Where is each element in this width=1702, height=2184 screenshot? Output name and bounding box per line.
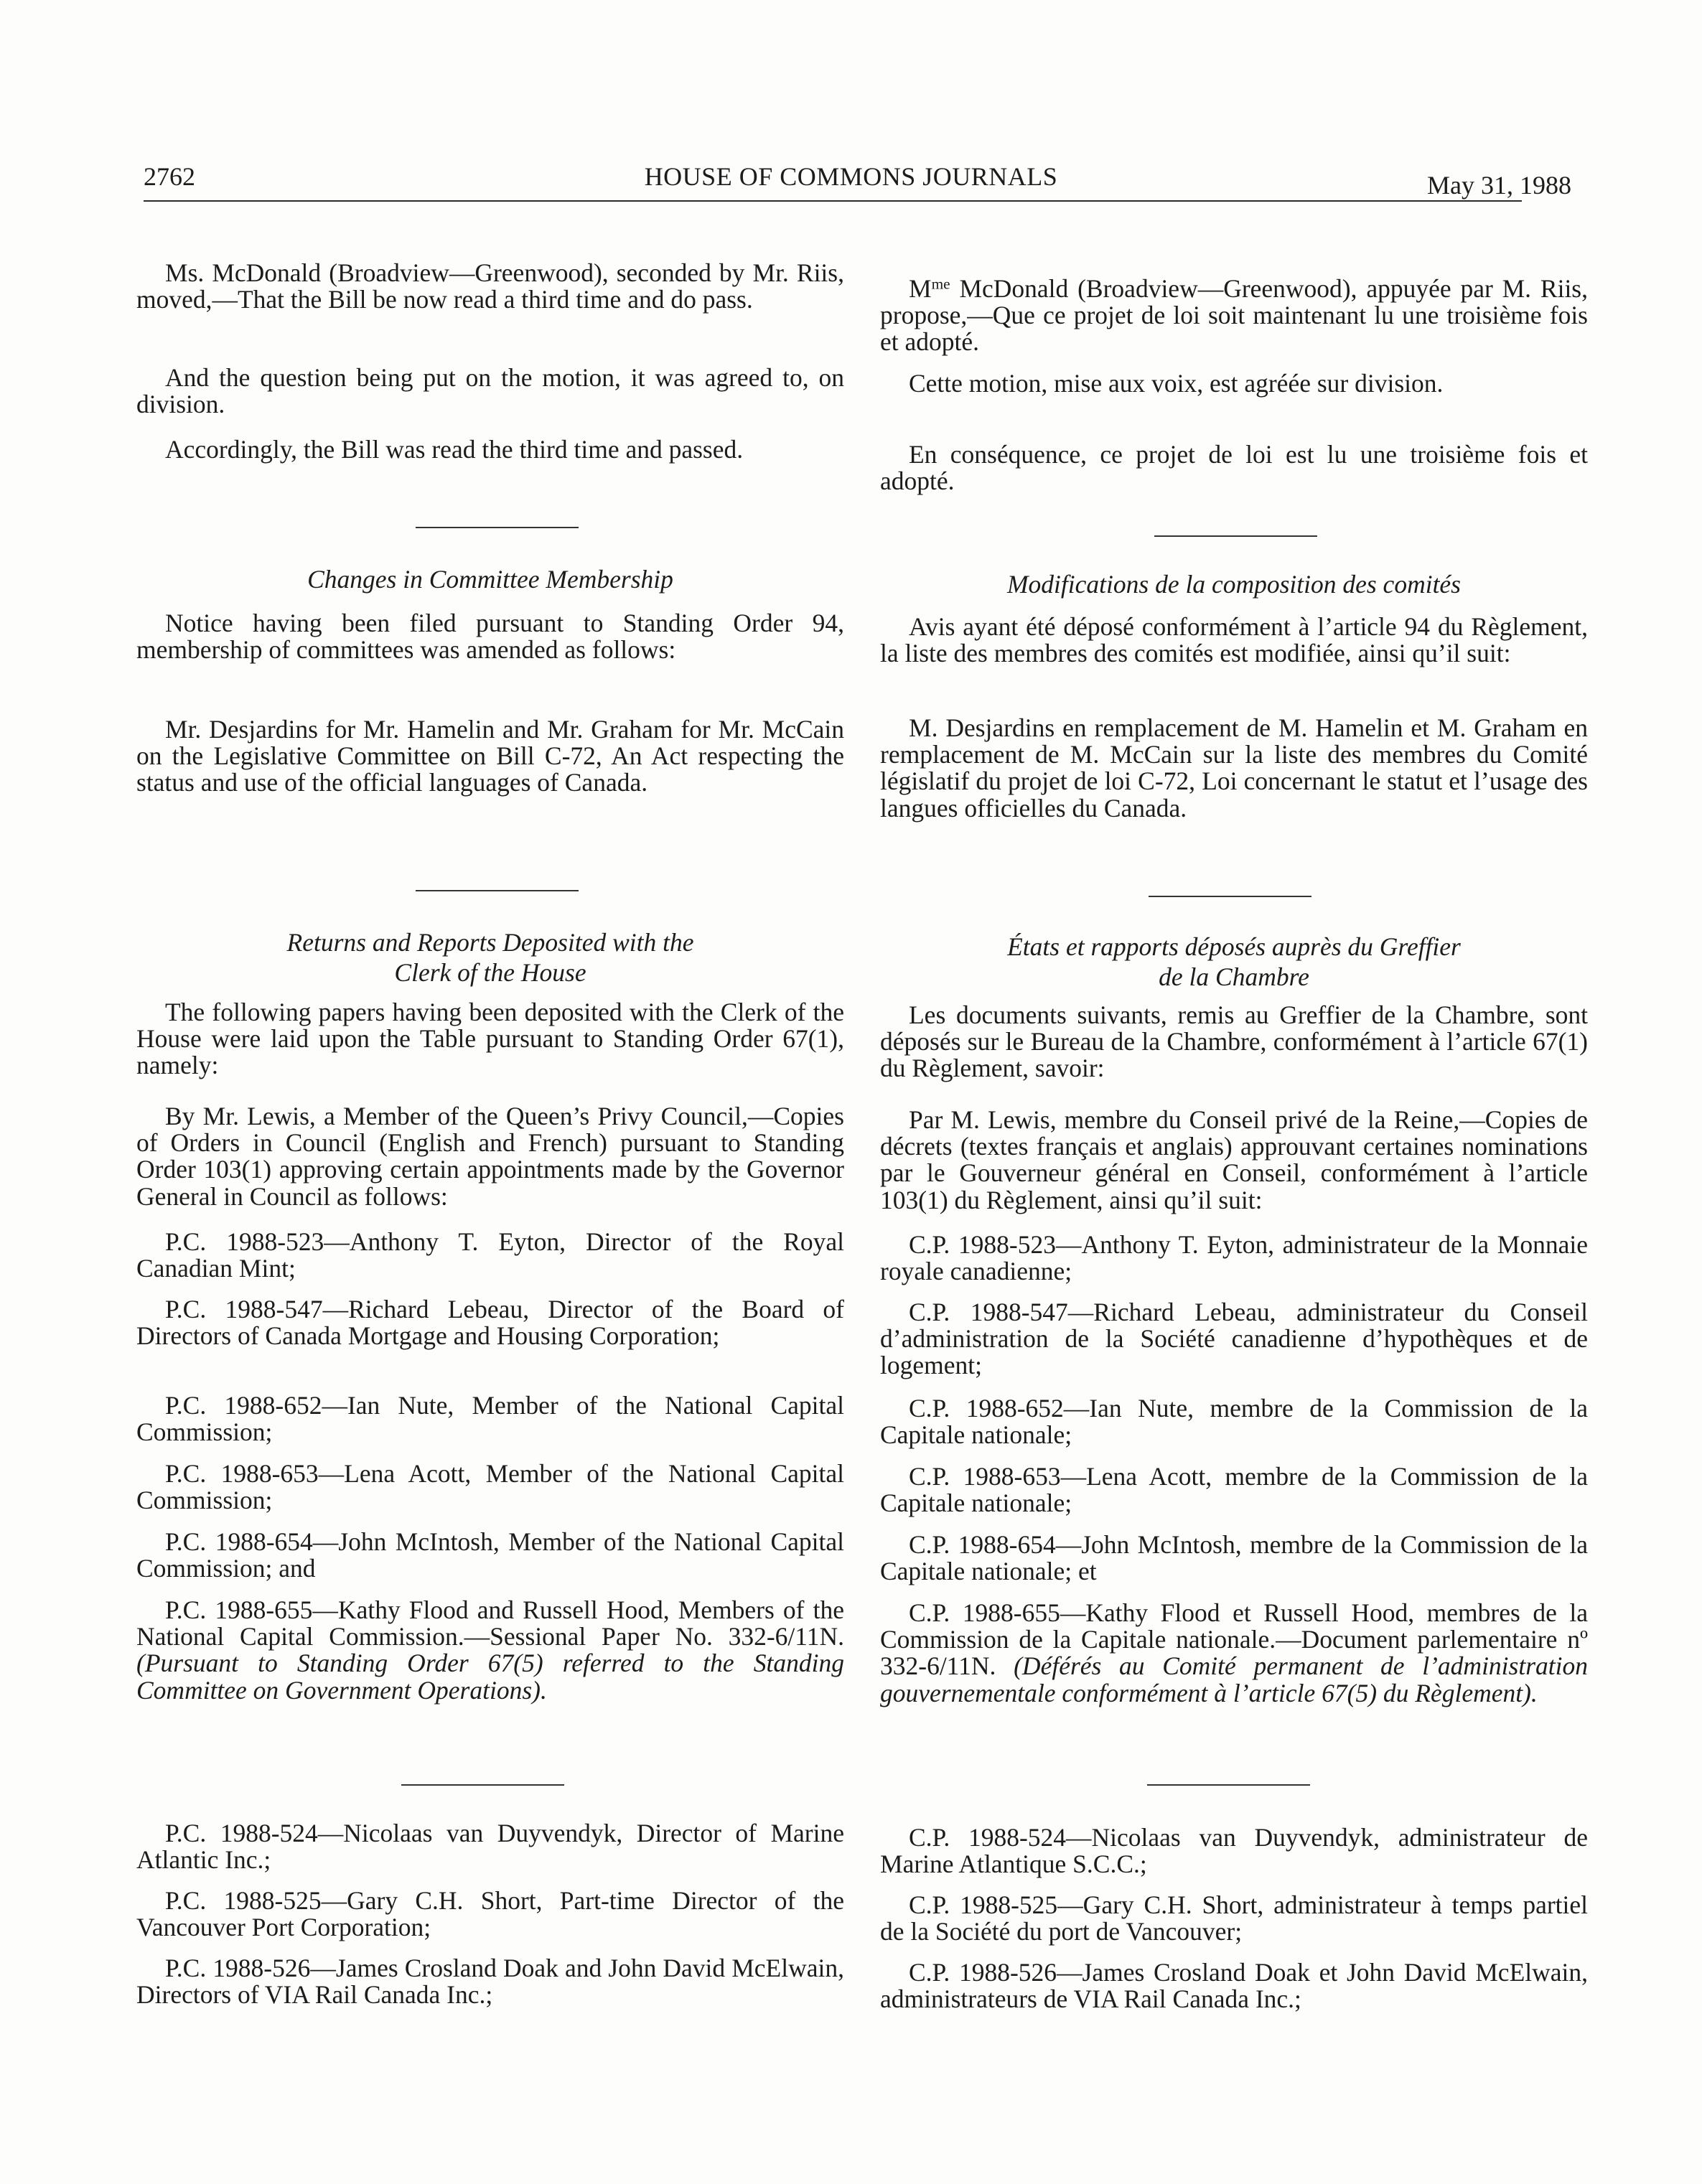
fr-heading-returns-line1: États et rapports déposés auprès du Greffier — [1007, 932, 1461, 961]
en-pc-655-text: P.C. 1988-655—Kathy Flood and Russell Hood, Members of the National Capital Commission.—Sessional Paper No. 332-6/11N. — [136, 1595, 844, 1651]
fr-question-paragraph: Cette motion, mise aux voix, est agréée sur division. — [909, 369, 1444, 398]
en-pc-652: P.C. 1988-652—Ian Nute, Member of the National Capital Commission; — [136, 1391, 844, 1447]
fr-separator-3 — [1147, 1784, 1310, 1786]
fr-papers-paragraph: Les documents suivants, remis au Greffier de la Chambre, sont déposés sur le Bureau de la Chambre, conformément à l’article 67(1) du Règlement, savoir: — [880, 1000, 1588, 1083]
en-desjardins-paragraph: Mr. Desjardins for Mr. Hamelin and Mr. Graham for Mr. McCain on the Legislative Committee on Bill C-72, An Act respecting the status and use of the official languages of Canada. — [136, 715, 844, 797]
fr-motion-title-sup: me — [931, 275, 950, 293]
fr-cp-653: C.P. 1988-653—Lena Acott, membre de la Commission de la Capitale nationale; — [880, 1462, 1588, 1518]
en-heading-returns-line2: Clerk of the House — [394, 958, 586, 987]
fr-cp-547: C.P. 1988-547—Richard Lebeau, administrateur du Conseil d’administration de la Société canadienne d’hypothèques et de logement; — [880, 1298, 1588, 1380]
fr-consequence-paragraph: En conséquence, ce projet de loi est lu une troisième fois et adopté. — [880, 440, 1588, 496]
fr-cp-524: C.P. 1988-524—Nicolaas van Duyvendyk, administrateur de Marine Atlantique S.C.C.; — [880, 1823, 1588, 1879]
en-heading-returns-line1: Returns and Reports Deposited with the — [286, 928, 694, 957]
page-number: 2762 — [144, 162, 195, 191]
fr-cp-526: C.P. 1988-526—James Crosland Doak et John David McElwain, administrateurs de VIA Rail Canada Inc.; — [880, 1958, 1588, 2014]
en-pc-654: P.C. 1988-654—John McIntosh, Member of the National Capital Commission; and — [136, 1527, 844, 1583]
fr-separator-2 — [1149, 896, 1311, 897]
fr-cp-525: C.P. 1988-525—Gary C.H. Short, administrateur à temps partiel de la Société du port de Vancouver; — [880, 1890, 1588, 1946]
fr-cp-655-text: C.P. 1988-655—Kathy Flood et Russell Hood, membres de la Commission de la Capitale nationale.—Document parlementaire nº 332-6/11N. — [880, 1598, 1588, 1681]
fr-heading-committee-membership: Modifications de la composition des comités — [1006, 570, 1461, 599]
en-pc-655-referral: (Pursuant to Standing Order 67(5) referred to the Standing Committee on Government Operations). — [136, 1649, 844, 1705]
en-pc-525: P.C. 1988-525—Gary C.H. Short, Part-time Director of the Vancouver Port Corporation; — [136, 1886, 844, 1942]
fr-cp-654: C.P. 1988-654—John McIntosh, membre de la Commission de la Capitale nationale; et — [880, 1530, 1588, 1586]
en-heading-committee-membership: Changes in Committee Membership — [307, 565, 673, 594]
en-pc-653: P.C. 1988-653—Lena Acott, Member of the National Capital Commission; — [136, 1459, 844, 1515]
en-heading-returns-reports — [136, 927, 844, 988]
fr-heading-returns-reports — [880, 932, 1588, 992]
fr-lewis-paragraph: Par M. Lewis, membre du Conseil privé de la Reine,—Copies de décrets (textes français et anglais) approuvant certaines nominations par le Gouverneur général en Conseil, conformément à l’article 103(1) du Règlement, ainsi qu’il suit: — [880, 1105, 1588, 1214]
en-papers-paragraph: The following papers having been deposited with the Clerk of the House were laid upon the Table pursuant to Standing Order 67(1), namely: — [136, 998, 844, 1080]
fr-motion-text: McDonald (Broadview—Greenwood), appuyée par M. Riis, propose,—Que ce projet de loi soit maintenant lu une troisième fois et adopté. — [880, 274, 1588, 357]
fr-motion-paragraph — [880, 276, 1588, 356]
en-notice-paragraph: Notice having been filed pursuant to Standing Order 94, membership of committees was amended as follows: — [136, 609, 844, 665]
en-pc-523: P.C. 1988-523—Anthony T. Eyton, Director of the Royal Canadian Mint; — [136, 1227, 844, 1283]
en-pc-524: P.C. 1988-524—Nicolaas van Duyvendyk, Director of Marine Atlantic Inc.; — [136, 1819, 844, 1875]
en-accordingly-paragraph: Accordingly, the Bill was read the third time and passed. — [165, 435, 744, 464]
en-separator-2 — [416, 890, 579, 891]
fr-cp-523: C.P. 1988-523—Anthony T. Eyton, administrateur de la Monnaie royale canadienne; — [880, 1230, 1588, 1286]
journal-title: HOUSE OF COMMONS JOURNALS — [644, 162, 1058, 191]
fr-desjardins-paragraph: M. Desjardins en remplacement de M. Hamelin et M. Graham en remplacement de M. McCain sur la liste des membres du Comité législatif du projet de loi C-72, Loi concernant le statut et l’usage des langues officielles du Canada. — [880, 713, 1588, 822]
fr-heading-returns-line2: de la Chambre — [1159, 962, 1309, 991]
fr-cp-655-referral: (Déférés au Comité permanent de l’administration gouvernementale conformément à l’article 67(5) du Règlement). — [880, 1651, 1589, 1707]
fr-notice-paragraph: Avis ayant été déposé conformément à l’article 94 du Règlement, la liste des membres des comités est modifiée, ainsi qu’il suit: — [880, 612, 1588, 668]
en-lewis-paragraph: By Mr. Lewis, a Member of the Queen’s Privy Council,—Copies of Orders in Council (English and French) pursuant to Standing Order 103(1) approving certain appointments made by the Governor General in Council as follows: — [136, 1102, 844, 1211]
journal-date: May 31, 1988 — [1427, 171, 1571, 200]
en-motion-paragraph: Ms. McDonald (Broadview—Greenwood), seconded by Mr. Riis, moved,—That the Bill be now read a third time and do pass. — [136, 258, 844, 314]
en-question-paragraph: And the question being put on the motion, it was agreed to, on division. — [136, 363, 844, 419]
header-rule — [144, 200, 1522, 202]
en-pc-547: P.C. 1988-547—Richard Lebeau, Director of the Board of Directors of Canada Mortgage and Housing Corporation; — [136, 1295, 844, 1351]
fr-motion-title-m: M — [909, 274, 932, 303]
en-separator-1 — [416, 527, 579, 528]
en-pc-526: P.C. 1988-526—James Crosland Doak and John David McElwain, Directors of VIA Rail Canada Inc.; — [136, 1954, 844, 2010]
fr-cp-652: C.P. 1988-652—Ian Nute, membre de la Commission de la Capitale nationale; — [880, 1394, 1588, 1450]
fr-separator-1 — [1154, 535, 1317, 537]
fr-cp-655 — [880, 1600, 1588, 1707]
en-pc-655 — [136, 1597, 844, 1704]
en-separator-3 — [401, 1784, 564, 1786]
